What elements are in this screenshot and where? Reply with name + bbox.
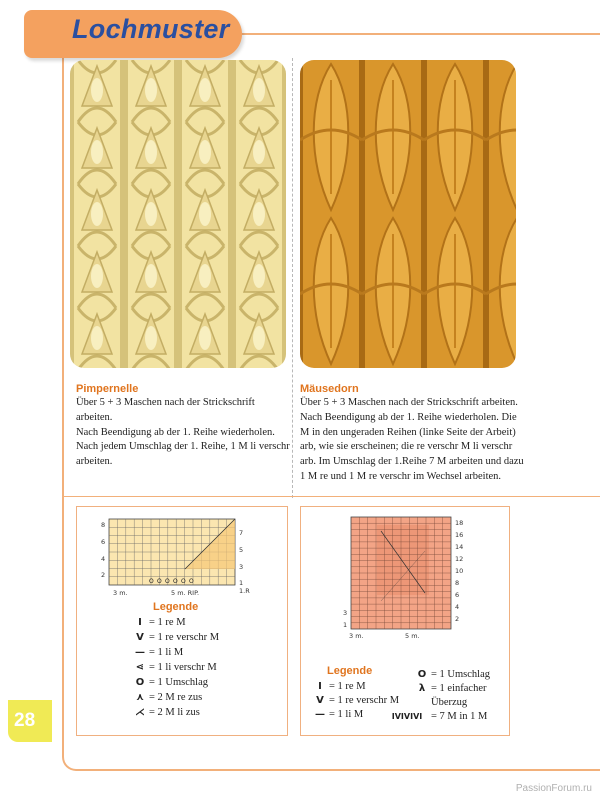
repeat-label-bottom: 5 m. — [405, 632, 420, 640]
row-label: 12 — [455, 555, 464, 563]
knit-twisted-icon: V — [136, 632, 144, 643]
legend-item: I = 1 re M — [311, 681, 366, 692]
pimpernelle-title: Pimpernelle — [76, 383, 139, 395]
svg-text:O: O — [157, 578, 162, 585]
legend-item: IVIVIVI = 7 M in 1 M — [383, 711, 487, 722]
row-label: 3 — [239, 563, 244, 571]
row-label: 5 — [239, 546, 244, 554]
legend-title: Legende — [327, 665, 373, 677]
row-label: 1 — [239, 579, 244, 587]
instruction-line: Über 5 + 3 Maschen nach der Strickschrift — [76, 397, 255, 408]
svg-text:O: O — [173, 578, 178, 585]
k2tog-icon: ⋏ — [135, 692, 145, 703]
knit-twisted-icon: V — [316, 695, 324, 706]
svg-text:O: O — [189, 578, 194, 585]
row-label: 8 — [101, 521, 106, 529]
purl-stitch-icon: — — [315, 709, 325, 720]
row-label: 4 — [101, 555, 106, 563]
legend-item: O = 1 Umschlag — [131, 677, 208, 688]
row-label: 7 — [239, 529, 244, 537]
pimpernelle-chart — [77, 511, 287, 611]
legend-item: ⋏ = 2 M re zus — [131, 692, 202, 703]
row-label: 10 — [455, 567, 464, 575]
knit-stitch-icon: I — [318, 681, 322, 692]
row-label: 2 — [101, 571, 106, 579]
row-label: 4 — [455, 603, 460, 611]
instruction-line: Nach Beendigung ab der 1. Reihe wiederholen. — [76, 426, 275, 438]
row-label: 8 — [455, 579, 460, 587]
svg-text:O: O — [181, 578, 186, 585]
purl-stitch-icon: — — [135, 647, 145, 658]
instruction-line: 1 M re und 1 M re verschr im Wechsel arbeiten. — [300, 470, 502, 482]
instruction-line: Nach jedem Umschlag der 1. Reihe, 1 M li verschr — [76, 441, 290, 453]
legend-item: ⋌ = 2 M li zus — [131, 707, 200, 718]
svg-text:O: O — [165, 578, 170, 585]
knit-stitch-icon: I — [138, 617, 142, 628]
legend-title: Legende — [153, 601, 199, 613]
row-label: 2 — [455, 615, 460, 623]
maeusedorn-title: Mäusedorn — [300, 383, 359, 395]
instruction-line: arb, wie sie erscheinen; die re verschr M li verschr — [300, 441, 513, 453]
pimpernelle-chart-box — [76, 506, 288, 736]
instruction-line: M in den ungeraden Reihen (linke Seite der Arbeit) — [300, 426, 516, 438]
instruction-line: Über 5 + 3 Maschen nach der Strickschrift arbeiten. — [300, 397, 518, 408]
repeat-label-left: 3 m. — [113, 589, 128, 597]
row-label: 14 — [455, 543, 464, 551]
skp-icon: λ — [418, 683, 426, 694]
page-title: Lochmuster — [72, 14, 230, 44]
row-label: 6 — [455, 591, 460, 599]
row-label: 1 — [343, 621, 348, 629]
repeat-label-bottom: 5 m. RIP. — [171, 589, 200, 597]
svg-text:O: O — [149, 578, 154, 585]
legend-item: O = 1 Umschlag — [413, 669, 490, 680]
legend-item: V = 1 re verschr M — [311, 695, 399, 706]
row-label: 18 — [455, 519, 464, 527]
instruction-line: Nach Beendigung ab der 1. Reihe wiederholen. Die — [300, 411, 517, 423]
page-number: 28 — [14, 710, 36, 731]
p2tog-icon: ⋌ — [135, 707, 145, 718]
seven-in-one-icon: IVIVIVI — [391, 712, 423, 721]
row-label: 16 — [455, 531, 464, 539]
repeat-label-left: 3 m. — [349, 632, 364, 640]
instruction-line: arbeiten. — [76, 456, 113, 468]
watermark: PassionForum.ru — [515, 783, 592, 794]
instruction-line: arb. Im Umschlag der 1.Reihe 7 M arbeiten und dazu — [300, 456, 524, 468]
row-label: 6 — [101, 538, 106, 546]
legend-item: ⋖ = 1 li verschr M — [131, 662, 217, 673]
legend-item: λ = 1 einfacher — [413, 683, 486, 694]
legend-item-continuation: Überzug — [431, 697, 468, 708]
pimpernelle-photo — [70, 60, 286, 368]
maeusedorn-chart-box — [300, 506, 510, 736]
corner-label: 1.R — [239, 587, 250, 595]
instruction-line: arbeiten. — [76, 411, 113, 423]
yarn-over-icon: O — [135, 677, 145, 688]
pimpernelle-knit-swatch — [70, 60, 286, 368]
maeusedorn-knit-swatch — [300, 60, 516, 368]
maeusedorn-photo — [300, 60, 516, 368]
legend-item: — = 1 li M — [131, 647, 183, 658]
yarn-over-icon: O — [417, 669, 427, 680]
section-rule — [62, 496, 600, 497]
row-label: 3 — [343, 609, 348, 617]
maeusedorn-chart — [301, 511, 509, 643]
legend-item: V = 1 re verschr M — [131, 632, 219, 643]
purl-twisted-icon: ⋖ — [135, 662, 145, 673]
legend-item: I = 1 re M — [131, 617, 186, 628]
pimpernelle-instructions — [76, 396, 298, 470]
legend-item: — = 1 li M — [311, 709, 363, 720]
maeusedorn-instructions — [300, 396, 536, 485]
